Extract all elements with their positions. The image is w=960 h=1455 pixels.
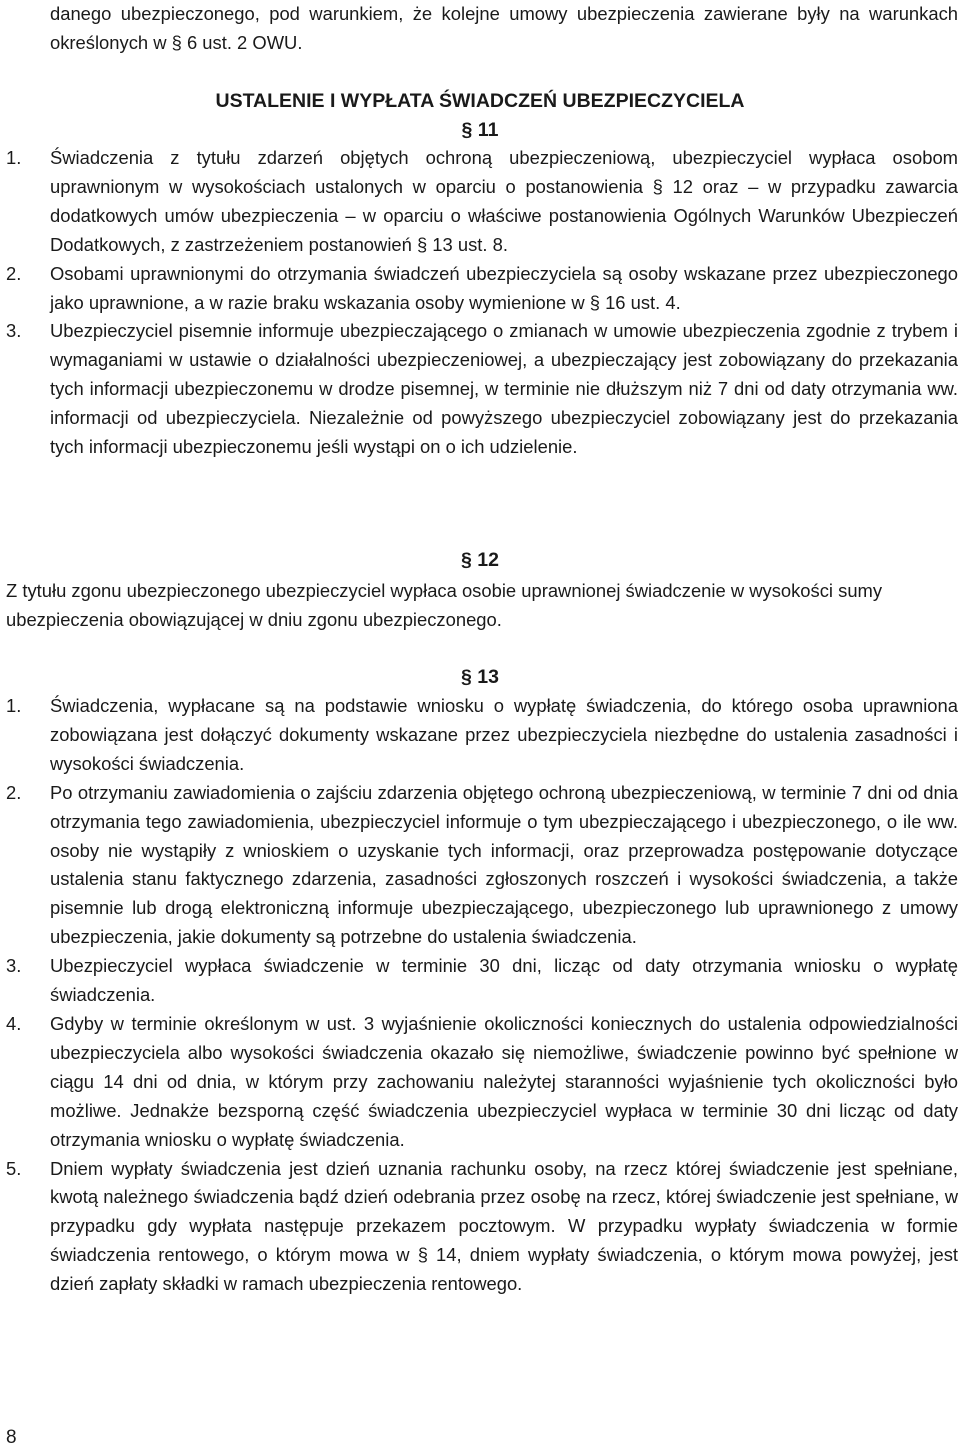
list-item <box>0 260 958 318</box>
section-12-text: Z tytułu zgonu ubezpieczonego ubezpieczyciel wypłaca osobie uprawnionej świadczenie w wysokości sumy ubezpieczenia obowiązującej w dniu zgonu ubezpieczonego. <box>6 580 883 630</box>
item-text: Gdyby w terminie określonym w ust. 3 wyjaśnienie okoliczności koniecznych do ustalenia odpowiedzialności ubezpieczyciela albo wysokości świadczenia okazało się niemożliwe, świadczenie powinno być spełnione w ciągu 14 dni od dnia, w którym przy zachowaniu należytej staranności wyjaśnienie tych okoliczności było możliwe. Jednakże bezsporną część świadczenia ubezpieczyciel wypłaca w terminie 30 dni licząc od daty otrzymania wniosku o wypłatę świadczenia. <box>50 1012 958 1150</box>
list-item <box>0 144 958 260</box>
item-number: 3. <box>6 320 22 342</box>
item-number: 1. <box>6 147 22 168</box>
item-number: 3. <box>6 955 22 977</box>
section-11-list <box>0 144 958 462</box>
item-text: Świadczenia, wypłacane są na podstawie wniosku o wypłatę świadczenia, do którego osoba uprawniona zobowiązana jest dołączyć dokumenty wskazane przez ubezpieczyciela niezbędne do ustalenia zasadności i wysokości świadczenia. <box>50 695 958 774</box>
item-text: Świadczenia z tytułu zdarzeń objętych ochroną ubezpieczeniową, ubezpieczyciel wypłaca osobom uprawnionym w wysokościach ustalonych w oparciu o postanowienia § 12 oraz – w przypadku zawarcia dodatkowych umów ubezpieczenia – w oparciu o właściwe postanowienia Ogólnych Warunków Ubezpieczeń Dodatkowych, z zastrzeżeniem postanowień § 13 ust. 8. <box>50 147 958 255</box>
item-number: 5. <box>6 1157 22 1179</box>
section-13-list <box>0 692 958 1299</box>
list-item <box>0 317 958 462</box>
item-number: 1. <box>6 695 22 716</box>
item-number: 2. <box>6 262 22 284</box>
item-text: Ubezpieczyciel pisemnie informuje ubezpieczającego o zmianach w umowie ubezpieczenia zgodnie z trybem i wymaganiami w ustawie o działalności ubezpieczeniowej, a ubezpieczający jest zobowiązany do przekazania tych informacji ubezpieczonemu w drodze pisemnej, w terminie nie dłuższym niż 7 dni od daty otrzymania ww. informacji od ubezpieczyciela. Niezależnie od powyższego ubezpieczyciel zobowiązany jest do przekazania tych informacji ubezpieczonemu jeśli wystąpi on o ich udzielenie. <box>50 320 958 458</box>
section-title: USTALENIE I WYPŁATA ŚWIADCZEŃ UBEZPIECZYCIELA <box>215 90 745 112</box>
list-item <box>0 952 958 1010</box>
item-text: Dniem wypłaty świadczenia jest dzień uznania rachunku osoby, na rzecz której świadczenie jest spełniane, kwotą należnego świadczenia bądź dzień odebrania przez osobę na rzecz, której świadczenie jest spełniane, w przypadku gdy wypłata następuje przekazem pocztowym. W przypadku wypłaty świadczenia w formie świadczenia rentowego, o którym mowa w § 14, dniem wypłaty świadczenia, o którym mowa powyżej, jest dzień zapłaty składki w ramach ubezpieczenia rentowego. <box>50 1157 958 1295</box>
list-item <box>0 1010 958 1155</box>
section-12-body <box>0 577 958 635</box>
list-item <box>0 779 958 952</box>
list-item <box>0 692 958 779</box>
intro-text: danego ubezpieczonego, pod warunkiem, że kolejne umowy ubezpieczenia zawierane były na warunkach określonych w § 6 ust. 2 OWU. <box>50 3 958 53</box>
item-number: 4. <box>6 1012 22 1034</box>
item-number: 2. <box>6 781 22 803</box>
section-heading-11: § 11 <box>461 119 499 141</box>
list-item <box>0 1155 958 1300</box>
section-heading-13: § 13 <box>461 666 499 688</box>
item-text: Ubezpieczyciel wypłaca świadczenie w terminie 30 dni, licząc od daty otrzymania wniosku o wypłatę świadczenia. <box>50 955 958 1006</box>
item-text: Osobami uprawnionymi do otrzymania świadczeń ubezpieczyciela są osoby wskazane przez ubezpieczonego jako uprawnione, a w razie braku wskazania osoby wymienione w § 16 ust. 4. <box>50 262 958 313</box>
intro-paragraph <box>0 0 958 58</box>
section-heading-12: § 12 <box>461 549 499 571</box>
item-text: Po otrzymaniu zawiadomienia o zajściu zdarzenia objętego ochroną ubezpieczeniową, w terminie 7 dni od dnia otrzymania tego zawiadomienia, ubezpieczyciel informuje o tym ubezpieczającego i ubezpieczonego, o ile ww. osoby nie wystąpiły z wnioskiem o uzyskanie tych informacji, oraz przeprowadza postępowanie dotyczące ustalenia stanu faktycznego zdarzenia, zasadności zgłoszonych roszczeń i wysokości świadczenia, a także pisemnie lub drogą elektroniczną informuje ubezpieczającego, ubezpieczonego lub uprawnionego z umowy ubezpieczenia, jakie dokumenty są potrzebne do ustalenia świadczenia. <box>50 781 958 948</box>
page-number: 8 <box>6 1427 17 1448</box>
